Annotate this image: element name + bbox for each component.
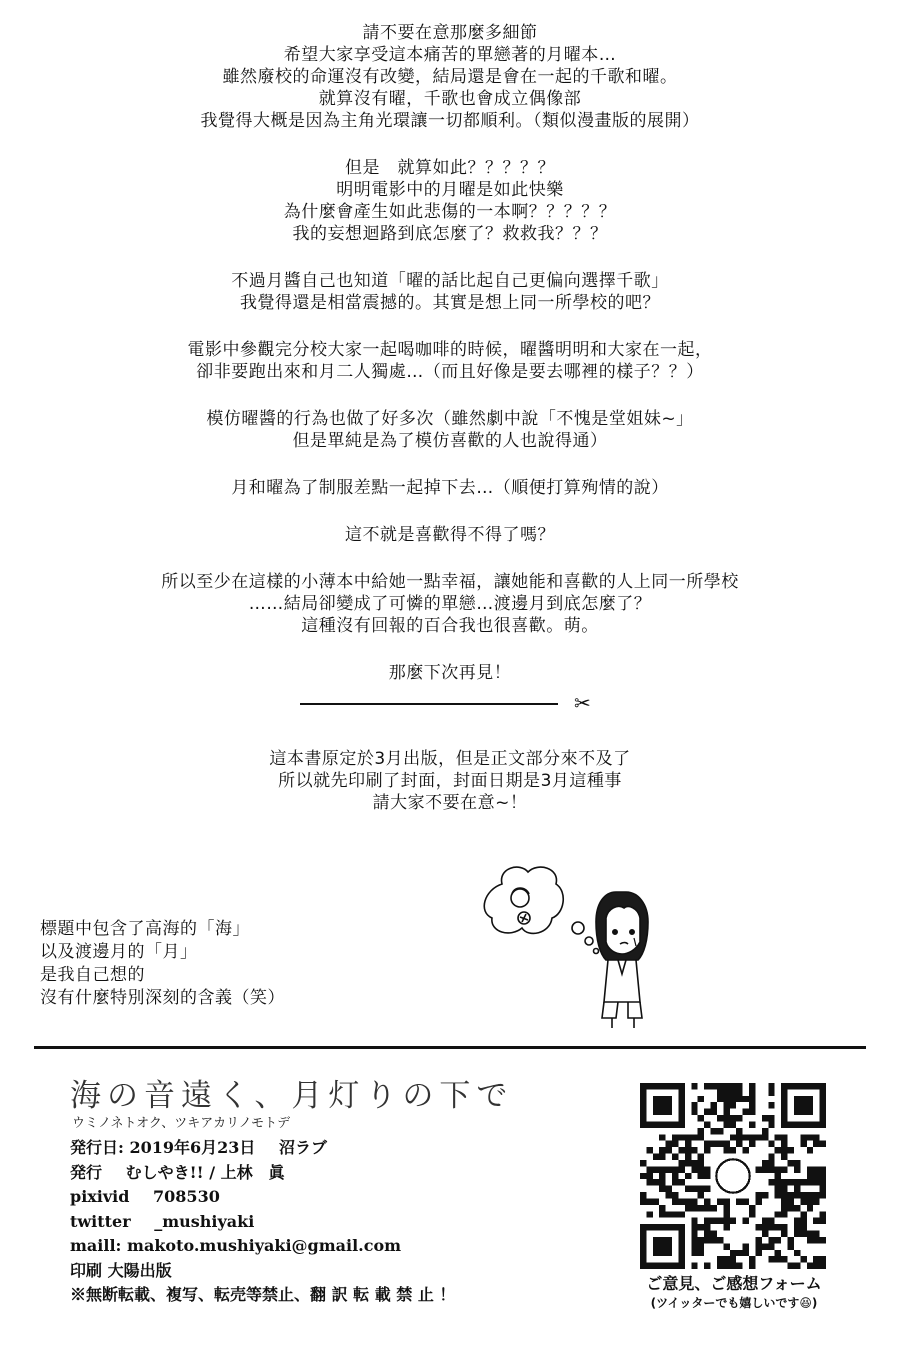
- publisher-row: [70, 1161, 455, 1186]
- paragraph: [0, 339, 900, 383]
- text-line: 雖然廢校的命運沒有改變，結局還是會在一起的千歌和曜。: [222, 67, 678, 87]
- paragraph: [0, 157, 900, 245]
- release-date: 2019年6月23日: [129, 1138, 256, 1157]
- colophon-details: [70, 1136, 455, 1308]
- cut-divider: [300, 691, 600, 715]
- text-line: 不過月醬自己也知道「曜的話比起自己更偏向選擇千歌」: [231, 271, 669, 291]
- text-line: 是我自己想的: [40, 965, 145, 985]
- text-line: 我的妄想迴路到底怎麼了？救救我？？？: [292, 224, 608, 244]
- text-line: 卻非要跑出來和月二人獨處…（而且好像是要去哪裡的樣子？？）: [196, 362, 704, 382]
- release-row: [70, 1136, 455, 1161]
- paragraph: [0, 270, 900, 314]
- text-line: 這不就是喜歡得不得了嗎？: [345, 525, 555, 545]
- book-title-reading: ウミノネトオク、ツキアカリノモトデ: [72, 1116, 291, 1131]
- qr-caption: ご意見、ご感想フォーム: [646, 1274, 822, 1293]
- text-line: 請不要在意那麼多細節: [362, 23, 538, 43]
- text-line: 標題中包含了高海的「海」: [40, 919, 250, 939]
- mail-row: [70, 1234, 455, 1259]
- pixiv-label: pixivid: [70, 1187, 130, 1206]
- twitter-handle: _mushiyaki: [154, 1211, 255, 1231]
- qr-subcaption: (ツイッターでも嬉しいです😆): [650, 1296, 818, 1310]
- paragraph: [0, 408, 900, 452]
- afterword-text: [0, 22, 900, 709]
- printer-row: [70, 1259, 455, 1284]
- book-title: 海の音遠く、月灯りの下で: [70, 1078, 514, 1114]
- pixiv-id: 708530: [153, 1187, 220, 1206]
- feedback-form-caption: [600, 1274, 868, 1312]
- text-line: 這本書原定於3月出版，但是正文部分來不及了: [269, 749, 631, 769]
- chibi-girl-illustration: [468, 862, 668, 1032]
- text-line: 我覺得大概是因為主角光環讓一切都順利。（類似漫畫版的展開）: [200, 111, 700, 131]
- text-line: 希望大家享受這本痛苦的單戀著的月曜本…: [283, 45, 617, 65]
- thought-bubble-icon: [484, 867, 598, 953]
- paragraph: [0, 22, 900, 132]
- printer-label: 印刷: [70, 1260, 103, 1280]
- text-line: 請大家不要在意~！: [372, 793, 528, 813]
- text-line: 月和曜為了制服差點一起掉下去…（順便打算殉情的說）: [231, 478, 669, 498]
- text-line: 明明電影中的月曜是如此快樂: [336, 180, 564, 200]
- text-line: ……結局卻變成了可憐的單戀…渡邊月到底怎麼了？: [248, 594, 652, 614]
- text-line: 所以至少在這樣的小薄本中給她一點幸福，讓她能和喜歡的人上同一所學校: [161, 572, 739, 592]
- text-line: 以及渡邊月的「月」: [40, 942, 198, 962]
- paragraph: [0, 571, 900, 637]
- publisher-label: 発行: [70, 1162, 103, 1182]
- text-line: 電影中參觀完分校大家一起喝咖啡的時候，曜醬明明和大家在一起，: [187, 340, 713, 360]
- twitter-row: [70, 1210, 455, 1235]
- publication-note: [0, 748, 900, 814]
- publisher-name: むしやき!! / 上林 眞: [125, 1162, 285, 1182]
- text-line: 這種沒有回報的百合我也很喜歡。萌。: [301, 616, 599, 636]
- printer-name: 大陽出版: [107, 1260, 172, 1280]
- title-meaning-note: [40, 918, 460, 1010]
- text-line: 所以就先印刷了封面，封面日期是3月這種事: [278, 771, 622, 791]
- text-line: 模仿曜醬的行為也做了好多次（雖然劇中說「不愧是堂姐妹~」: [206, 409, 694, 429]
- text-line: 沒有什麼特別深刻的含義（笑）: [40, 988, 285, 1008]
- text-line: 但是 就算如此？？？？？: [345, 158, 555, 178]
- event-name: 沼ラブ: [279, 1138, 328, 1157]
- text-line: 但是單純是為了模仿喜歡的人也說得通）: [292, 431, 608, 451]
- text-line: 就算沒有曜，千歌也會成立偶像部: [318, 89, 582, 109]
- qr-code-icon: [640, 1083, 826, 1269]
- twitter-label: twitter: [70, 1211, 131, 1231]
- dashed-rule: [300, 703, 558, 705]
- paragraph: [0, 477, 900, 499]
- text-line: 為什麼會產生如此悲傷的一本啊？？？？？: [283, 202, 617, 222]
- mail-address: makoto.mushiyaki@gmail.com: [127, 1236, 402, 1255]
- girl-figure-icon: [596, 892, 648, 1028]
- mail-label: maill:: [70, 1236, 122, 1255]
- paragraph: [0, 662, 900, 684]
- text-line: 那麼下次再見！: [388, 663, 512, 683]
- pixiv-row: [70, 1185, 455, 1210]
- scissors-icon: ✂: [574, 691, 591, 715]
- colophon-divider: [34, 1046, 866, 1049]
- paragraph: [0, 524, 900, 546]
- release-label: 発行日:: [70, 1138, 124, 1157]
- text-line: 我覺得還是相當震撼的。其實是想上同一所學校的吧？: [240, 293, 660, 313]
- reprint-notice: ※無断転載、複写、転売等禁止、翻 訳 転 載 禁 止 ！: [70, 1285, 456, 1304]
